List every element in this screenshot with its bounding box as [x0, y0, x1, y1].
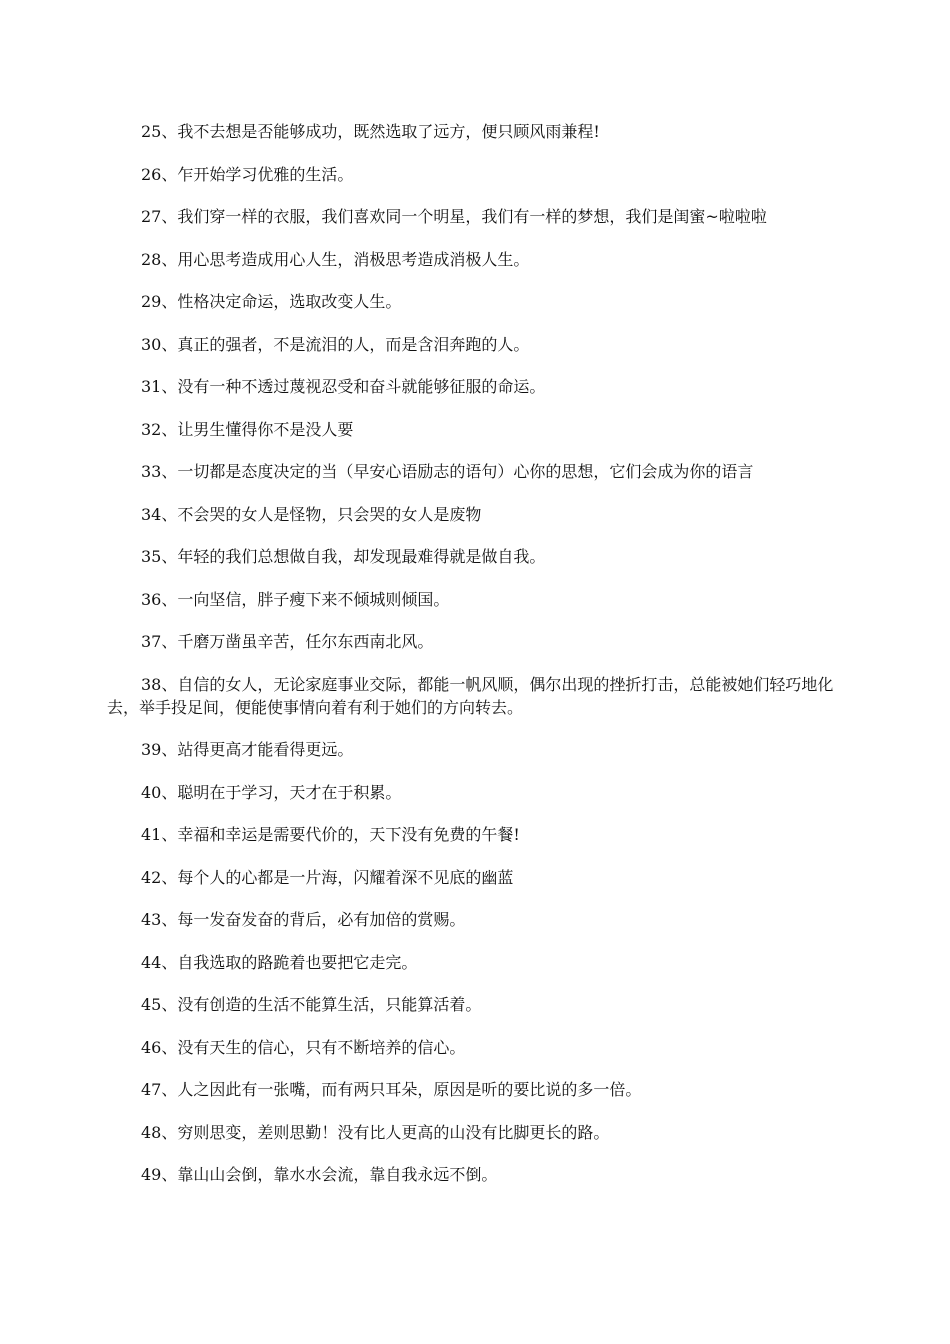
quote-paragraph: 29、性格决定命运，选取改变人生。 — [141, 292, 402, 311]
quote-paragraph: 28、用心思考造成用心人生，消极思考造成消极人生。 — [141, 249, 530, 269]
quote-paragraph: 38、自信的女人，无论家庭事业交际，都能一帆风顺，偶尔出现的挫折打击，总能被她们轻巧地化去，举手投足间，便能使事情向着有利于她们的方向转去。 — [107, 674, 834, 717]
quote-paragraph: 25、我不去想是否能够成功，既然选取了远方，便只顾风雨兼程! — [141, 122, 600, 141]
quote-paragraph: 39、站得更高才能看得更远。 — [141, 740, 354, 759]
quote-paragraph: 45、没有创造的生活不能算生活，只能算活着。 — [141, 995, 482, 1014]
quote-paragraph: 48、穷则思变，差则思勤！没有比人更高的山没有比脚更长的路。 — [141, 1122, 610, 1142]
quote-paragraph: 32、让男生懂得你不是没人要 — [141, 419, 354, 439]
quote-paragraph: 44、自我选取的路跪着也要把它走完。 — [141, 952, 418, 972]
quote-paragraph: 41、幸福和幸运是需要代价的，天下没有免费的午餐! — [141, 825, 520, 844]
quote-paragraph: 26、乍开始学习优雅的生活。 — [141, 164, 354, 184]
quote-paragraph: 36、一向坚信，胖子瘦下来不倾城则倾国。 — [141, 589, 450, 609]
quote-paragraph: 46、没有天生的信心，只有不断培养的信心。 — [141, 1037, 466, 1057]
quote-paragraph: 49、靠山山会倒，靠水水会流，靠自我永远不倒。 — [141, 1165, 498, 1184]
quote-paragraph: 43、每一发奋发奋的背后，必有加倍的赏赐。 — [141, 910, 466, 929]
quote-paragraph: 35、年轻的我们总想做自我，却发现最难得就是做自我。 — [141, 547, 546, 566]
quote-paragraph: 34、不会哭的女人是怪物，只会哭的女人是废物 — [141, 504, 482, 524]
quote-paragraph: 27、我们穿一样的衣服，我们喜欢同一个明星，我们有一样的梦想，我们是闺蜜~啦啦啦 — [141, 207, 767, 226]
quote-paragraph: 30、真正的强者，不是流泪的人，而是含泪奔跑的人。 — [141, 334, 530, 354]
quote-paragraph: 33、一切都是态度决定的当（早安心语励志的语句）心你的思想，它们会成为你的语言 — [141, 462, 754, 481]
quote-paragraph: 42、每个人的心都是一片海，闪耀着深不见底的幽蓝 — [141, 867, 514, 887]
document-body — [107, 120, 843, 1206]
quote-paragraph: 47、人之因此有一张嘴，而有两只耳朵，原因是听的要比说的多一倍。 — [141, 1080, 642, 1099]
quote-paragraph: 37、千磨万凿虽辛苦，任尔东西南北风。 — [141, 632, 434, 651]
quote-paragraph: 31、没有一种不透过蔑视忍受和奋斗就能够征服的命运。 — [141, 377, 546, 396]
quote-paragraph: 40、聪明在于学习，天才在于积累。 — [141, 782, 402, 802]
